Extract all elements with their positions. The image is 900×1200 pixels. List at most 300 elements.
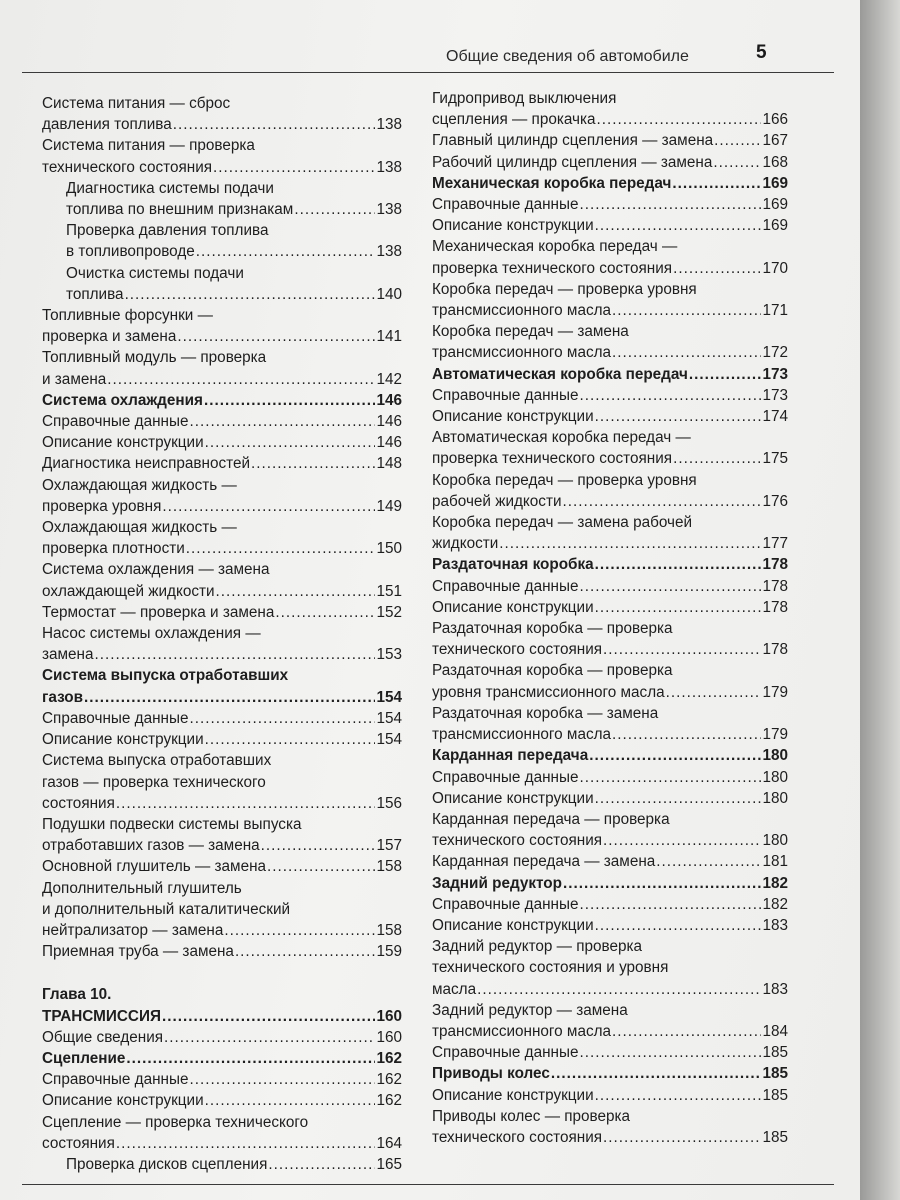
- toc-entry-line: [66, 178, 402, 199]
- dot-leader: [579, 576, 761, 597]
- toc-entry-line: [42, 602, 402, 623]
- toc-entry: [432, 915, 788, 936]
- dot-leader: [579, 1042, 761, 1063]
- toc-entry-text: рабочей жидкости: [432, 492, 562, 510]
- dot-leader: [213, 157, 375, 178]
- toc-entry-text: Коробка передач — проверка уровня: [432, 471, 697, 489]
- toc-entry-text: Механическая коробка передач —: [432, 238, 678, 256]
- toc-entry-text: Карданная передача: [432, 747, 589, 765]
- toc-entry-text: Справочные данные: [42, 413, 189, 431]
- toc-entry-line: [42, 899, 402, 920]
- toc-entry-line: [432, 236, 788, 257]
- toc-page-number: 146: [376, 434, 402, 452]
- toc-page-number: 171: [762, 302, 788, 320]
- toc-section-heading: [42, 390, 402, 411]
- dot-leader: [126, 1048, 375, 1069]
- dot-leader: [173, 114, 376, 135]
- toc-entry-text: Справочные данные: [432, 1044, 579, 1062]
- toc-entry-line: [432, 279, 788, 300]
- footer-rule: [22, 1184, 834, 1185]
- toc-entry: [432, 470, 788, 512]
- dot-leader: [713, 152, 761, 173]
- toc-entry-text: Описание конструкции: [42, 434, 204, 452]
- toc-entry-line: [432, 448, 788, 469]
- toc-entry-text: технического состояния: [432, 641, 603, 659]
- dot-leader: [673, 448, 761, 469]
- toc-entry: [432, 321, 788, 363]
- toc-left-column: [42, 93, 402, 1175]
- dot-leader: [477, 979, 761, 1000]
- toc-entry-line: [432, 406, 788, 427]
- dot-leader: [595, 788, 762, 809]
- toc-entry-text: Приемная труба — замена: [42, 943, 234, 961]
- toc-entry: [42, 93, 402, 135]
- running-header-title: Общие сведения об автомобиле: [446, 48, 689, 65]
- toc-page-number: 182: [762, 895, 788, 913]
- toc-entry-line: [432, 1063, 788, 1084]
- dot-leader: [714, 130, 761, 151]
- toc-entry: [432, 894, 788, 915]
- dot-leader: [612, 300, 761, 321]
- toc-entry-line: [432, 767, 788, 788]
- dot-leader: [95, 644, 376, 665]
- dot-leader: [603, 639, 761, 660]
- toc-entry-line: [42, 93, 402, 114]
- toc-page-number: 159: [376, 943, 402, 961]
- toc-entry: [42, 602, 402, 623]
- toc-page-number: 179: [762, 726, 788, 744]
- toc-page-number: 149: [376, 497, 402, 515]
- toc-entry-text: Рабочий цилиндр сцепления — замена: [432, 153, 713, 171]
- toc-entry-line: [432, 1042, 788, 1063]
- toc-entry: [432, 194, 788, 215]
- toc-page-number: 164: [376, 1134, 402, 1152]
- toc-entry: [42, 263, 402, 305]
- toc-entry-line: [42, 1027, 402, 1048]
- toc-entry-text: Карданная передача — замена: [432, 853, 656, 871]
- toc-entry-line: [432, 321, 788, 342]
- toc-page-number: 172: [762, 344, 788, 362]
- dot-leader: [261, 835, 376, 856]
- toc-page-number: 177: [762, 535, 788, 553]
- dot-leader: [499, 533, 761, 554]
- dot-leader: [251, 453, 375, 474]
- toc-page-number: 180: [762, 747, 788, 765]
- toc-section-heading: [432, 554, 788, 575]
- toc-entry: [432, 512, 788, 554]
- toc-entry-line: [432, 491, 788, 512]
- toc-entry: [42, 411, 402, 432]
- toc-entry-line: [432, 979, 788, 1000]
- dot-leader: [595, 554, 762, 575]
- toc-page-number: 179: [762, 683, 788, 701]
- dot-leader: [589, 745, 761, 766]
- toc-entry-text: топлива: [66, 285, 124, 303]
- toc-entry-line: [42, 390, 402, 411]
- toc-entry-text: трансмиссионного масла: [432, 302, 612, 320]
- toc-page-number: 169: [762, 217, 788, 235]
- toc-section-heading: [42, 1006, 402, 1027]
- dot-leader: [595, 597, 762, 618]
- toc-entry-line: [42, 920, 402, 941]
- dot-leader: [186, 538, 376, 559]
- toc-entry-text: ТРАНСМИССИЯ: [42, 1007, 161, 1025]
- toc-entry-text: газов — проверка технического: [42, 773, 266, 791]
- toc-entry: [432, 406, 788, 427]
- toc-entry-text: Проверка давления топлива: [66, 222, 269, 240]
- toc-entry: [42, 1112, 402, 1154]
- toc-entry-line: [432, 682, 788, 703]
- toc-entry-line: [66, 199, 402, 220]
- toc-right-column: [432, 88, 788, 1148]
- toc-entry: [432, 385, 788, 406]
- toc-entry-text: Коробка передач — замена рабочей: [432, 514, 693, 532]
- toc-entry-line: [432, 1106, 788, 1127]
- toc-page-number: 158: [376, 858, 402, 876]
- toc-page-number: 138: [376, 158, 402, 176]
- dot-leader: [235, 941, 376, 962]
- toc-entry: [432, 88, 788, 130]
- toc-entry: [42, 559, 402, 601]
- toc-entry-line: [432, 915, 788, 936]
- toc-entry-line: [66, 220, 402, 241]
- toc-entry: [432, 618, 788, 660]
- toc-entry-line: [42, 475, 402, 496]
- toc-entry-line: [432, 470, 788, 491]
- toc-entry-text: состояния: [42, 1134, 115, 1152]
- dot-leader: [268, 1154, 375, 1175]
- toc-entry-text: Механическая коробка передач: [432, 174, 672, 192]
- toc-entry-text: Описание конструкции: [432, 1086, 594, 1104]
- dot-leader: [579, 194, 761, 215]
- toc-entry-line: [432, 703, 788, 724]
- toc-entry-text: уровня трансмиссионного масла: [432, 683, 665, 701]
- toc-entry-line: [432, 258, 788, 279]
- toc-entry-text: Задний редуктор: [432, 874, 562, 892]
- toc-entry-line: [432, 576, 788, 597]
- dot-leader: [177, 326, 375, 347]
- toc-entry: [432, 236, 788, 278]
- dot-leader: [595, 915, 762, 936]
- toc-entry-text: Карданная передача — проверка: [432, 810, 670, 828]
- toc-page-number: 151: [376, 582, 402, 600]
- toc-entry-text: Задний редуктор — замена: [432, 1001, 628, 1019]
- toc-entry-text: Подушки подвески системы выпуска: [42, 815, 302, 833]
- toc-page-number: 165: [376, 1155, 402, 1173]
- toc-entry: [42, 305, 402, 347]
- toc-entry-text: Дополнительный глушитель: [42, 879, 242, 897]
- toc-entry-line: [432, 554, 788, 575]
- dot-leader: [656, 851, 761, 872]
- toc-entry-line: [432, 936, 788, 957]
- toc-entry-text: Проверка дисков сцепления: [66, 1155, 268, 1173]
- toc-entry-line: [432, 788, 788, 809]
- toc-entry-text: в топливопроводе: [66, 243, 195, 261]
- toc-entry-line: [42, 114, 402, 135]
- toc-entry: [42, 453, 402, 474]
- toc-section-heading: [42, 665, 402, 707]
- toc-entry-line: [42, 326, 402, 347]
- toc-section-heading: [432, 873, 788, 894]
- toc-entry-text: проверка технического состояния: [432, 450, 673, 468]
- toc-entry: [432, 767, 788, 788]
- toc-entry-text: Очистка системы подачи: [66, 264, 244, 282]
- toc-entry-line: [42, 665, 402, 686]
- header-rule: [22, 72, 834, 73]
- toc-entry-text: Топливный модуль — проверка: [42, 349, 267, 367]
- toc-entry: [42, 708, 402, 729]
- toc-entry: [42, 941, 402, 962]
- toc-entry: [432, 130, 788, 151]
- toc-entry-line: [42, 1069, 402, 1090]
- dot-leader: [672, 173, 761, 194]
- toc-entry-line: [432, 851, 788, 872]
- toc-entry-line: [432, 364, 788, 385]
- dot-leader: [162, 496, 375, 517]
- toc-entry-text: Система питания — сброс: [42, 95, 231, 112]
- toc-entry-text: замена: [42, 646, 94, 664]
- dot-leader: [689, 364, 762, 385]
- toc-entry-text: Диагностика системы подачи: [66, 179, 274, 197]
- toc-entry-line: [432, 724, 788, 745]
- toc-entry-line: [42, 1133, 402, 1154]
- toc-entry-line: [42, 687, 402, 708]
- toc-entry-text: Сцепление: [42, 1049, 126, 1067]
- dot-leader: [84, 687, 375, 708]
- toc-entry-text: и замена: [42, 370, 107, 388]
- toc-entry-text: Основной глушитель — замена: [42, 858, 267, 876]
- toc-entry: [42, 178, 402, 220]
- toc-entry-text: технического состояния: [42, 158, 213, 176]
- toc-entry-line: [432, 873, 788, 894]
- toc-page-number: 154: [376, 688, 402, 706]
- toc-entry-text: Система охлаждения — замена: [42, 561, 270, 579]
- toc-entry-text: Раздаточная коробка — замена: [432, 704, 659, 722]
- toc-entry-text: Коробка передач — проверка уровня: [432, 280, 697, 298]
- dot-leader: [107, 369, 375, 390]
- dot-leader: [595, 406, 762, 427]
- toc-entry: [432, 1000, 788, 1042]
- toc-entry-text: Система охлаждения: [42, 391, 203, 409]
- toc-entry-line: [66, 263, 402, 284]
- toc-entry-text: Описание конструкции: [42, 1092, 204, 1110]
- toc-page-number: 178: [762, 641, 788, 659]
- toc-entry-text: Общие сведения: [42, 1028, 164, 1046]
- toc-entry-text: Топливные форсунки —: [42, 307, 213, 325]
- dot-leader: [204, 390, 376, 411]
- toc-entry-line: [432, 88, 788, 109]
- toc-section-heading: [432, 1063, 788, 1084]
- toc-page-number: 184: [762, 1022, 788, 1040]
- toc-entry-line: [42, 432, 402, 453]
- toc-entry-line: [432, 130, 788, 151]
- toc-entry: [432, 660, 788, 702]
- toc-page-number: 166: [762, 111, 788, 129]
- toc-page-number: 178: [762, 556, 788, 574]
- toc-entry-text: Справочные данные: [432, 768, 579, 786]
- toc-entry-text: проверка и замена: [42, 328, 177, 346]
- toc-entry-text: Главный цилиндр сцепления — замена: [432, 132, 714, 150]
- toc-entry-line: [432, 1127, 788, 1148]
- toc-entry-line: [432, 427, 788, 448]
- toc-page-number: 183: [762, 916, 788, 934]
- toc-entry-text: трансмиссионного масла: [432, 1022, 612, 1040]
- toc-entry-text: Приводы колес — проверка: [432, 1107, 631, 1125]
- toc-page-number: 185: [762, 1086, 788, 1104]
- toc-page-number: 178: [762, 577, 788, 595]
- toc-entry-line: [42, 623, 402, 644]
- dot-leader: [563, 873, 761, 894]
- toc-entry-line: [432, 342, 788, 363]
- toc-page-number: 153: [376, 646, 402, 664]
- toc-page-number: 173: [762, 386, 788, 404]
- toc-entry-line: [42, 559, 402, 580]
- toc-entry-line: [42, 644, 402, 665]
- toc-entry-line: [42, 1048, 402, 1069]
- toc-entry-line: [432, 512, 788, 533]
- dot-leader: [125, 284, 376, 305]
- toc-page-number: 138: [376, 201, 402, 219]
- toc-entry-line: [42, 157, 402, 178]
- toc-page-number: 146: [376, 391, 402, 409]
- toc-entry-line: [432, 215, 788, 236]
- toc-page-number: 176: [762, 492, 788, 510]
- toc-page-number: 167: [762, 132, 788, 150]
- toc-entry-line: [42, 856, 402, 877]
- toc-entry-text: Охлаждающая жидкость —: [42, 476, 237, 494]
- toc-entry-line: [432, 597, 788, 618]
- toc-entry: [432, 1085, 788, 1106]
- toc-entry-line: [432, 618, 788, 639]
- toc-entry-text: Описание конструкции: [432, 217, 594, 235]
- dot-leader: [579, 894, 761, 915]
- toc-entry-text: проверка технического состояния: [432, 259, 673, 277]
- toc-entry-text: Задний редуктор — проверка: [432, 938, 643, 956]
- toc-entry-text: топлива по внешним признакам: [66, 201, 294, 219]
- chapter-heading: [42, 984, 402, 1005]
- toc-entry-text: Раздаточная коробка — проверка: [432, 662, 673, 680]
- dot-leader: [216, 581, 376, 602]
- toc-entry-text: газов: [42, 688, 84, 706]
- toc-page-number: 150: [376, 540, 402, 558]
- toc-page-number: 183: [762, 980, 788, 998]
- toc-entry-text: Описание конструкции: [432, 408, 594, 426]
- toc-entry-text: отработавших газов — замена: [42, 837, 260, 855]
- dot-leader: [116, 1133, 376, 1154]
- toc-entry-text: и дополнительный каталитический: [42, 900, 291, 918]
- toc-entry-line: [432, 639, 788, 660]
- toc-entry-line: [42, 538, 402, 559]
- toc-entry-text: технического состояния и уровня: [432, 959, 669, 977]
- toc-entry: [42, 517, 402, 559]
- toc-entry: [42, 347, 402, 389]
- toc-entry: [432, 152, 788, 173]
- dot-leader: [205, 729, 376, 750]
- toc-entry-text: Сцепление — проверка технического: [42, 1113, 309, 1131]
- dot-leader: [189, 411, 375, 432]
- toc-entry: [432, 597, 788, 618]
- toc-entry-line: [42, 793, 402, 814]
- toc-entry-text: Справочные данные: [432, 386, 579, 404]
- toc-page-number: 148: [376, 455, 402, 473]
- toc-entry-text: Диагностика неисправностей: [42, 455, 250, 473]
- toc-entry-text: трансмиссионного масла: [432, 726, 612, 744]
- toc-entry-text: Гидропривод выключения: [432, 90, 617, 107]
- toc-entry: [42, 220, 402, 262]
- toc-entry-line: [42, 517, 402, 538]
- toc-entry-text: технического состояния: [432, 832, 603, 850]
- toc-entry-line: [66, 241, 402, 262]
- page-number: 5: [756, 42, 767, 63]
- dot-leader: [205, 1090, 376, 1111]
- toc-page-number: 160: [376, 1007, 402, 1025]
- dot-leader: [579, 385, 761, 406]
- toc-entry-text: Насос системы охлаждения —: [42, 625, 261, 643]
- toc-entry-text: Система выпуска отработавших: [42, 667, 289, 685]
- toc-page-number: 185: [762, 1044, 788, 1062]
- dot-leader: [603, 1127, 761, 1148]
- toc-entry: [42, 432, 402, 453]
- dot-leader: [224, 920, 375, 941]
- toc-entry-line: [432, 1000, 788, 1021]
- toc-page-number: 142: [376, 370, 402, 388]
- dot-leader: [275, 602, 375, 623]
- toc-entry-line: [432, 745, 788, 766]
- toc-entry: [42, 750, 402, 814]
- toc-entry-line: [42, 708, 402, 729]
- toc-entry-line: [42, 347, 402, 368]
- toc-entry: [42, 1069, 402, 1090]
- dot-leader: [595, 215, 762, 236]
- toc-page-number: 168: [762, 153, 788, 171]
- toc-section-heading: [432, 364, 788, 385]
- toc-entry-text: проверка плотности: [42, 540, 185, 558]
- toc-entry-line: [66, 1154, 402, 1175]
- toc-entry-text: Справочные данные: [432, 577, 579, 595]
- toc-page-number: 138: [376, 116, 402, 134]
- toc-entry-text: Система выпуска отработавших: [42, 752, 272, 770]
- toc-page-number: 169: [762, 174, 788, 192]
- toc-entry-line: [432, 173, 788, 194]
- toc-page-number: 154: [376, 709, 402, 727]
- toc-entry: [42, 1027, 402, 1048]
- toc-entry: [432, 788, 788, 809]
- toc-entry-line: [42, 772, 402, 793]
- toc-entry-text: проверка уровня: [42, 497, 162, 515]
- toc-entry-text: Справочные данные: [42, 1071, 189, 1089]
- toc-entry-line: [42, 1112, 402, 1133]
- toc-page-number: 140: [376, 285, 402, 303]
- toc-entry-line: [42, 1090, 402, 1111]
- dot-leader: [603, 830, 761, 851]
- toc-entry: [432, 809, 788, 851]
- toc-page-number: 169: [762, 196, 788, 214]
- toc-entry: [432, 703, 788, 745]
- toc-page-number: 152: [376, 603, 402, 621]
- toc-entry-text: Описание конструкции: [432, 916, 594, 934]
- dot-leader: [595, 1085, 762, 1106]
- toc-entry-text: Термостат — проверка и замена: [42, 603, 275, 621]
- toc-entry-line: [66, 284, 402, 305]
- toc-entry: [42, 623, 402, 665]
- toc-section-heading: [42, 1048, 402, 1069]
- toc-entry-line: [432, 194, 788, 215]
- dot-leader: [563, 491, 762, 512]
- toc-entry-line: [432, 957, 788, 978]
- toc-entry-line: [432, 152, 788, 173]
- toc-entry-text: Раздаточная коробка: [432, 556, 594, 574]
- toc-section-heading: [432, 173, 788, 194]
